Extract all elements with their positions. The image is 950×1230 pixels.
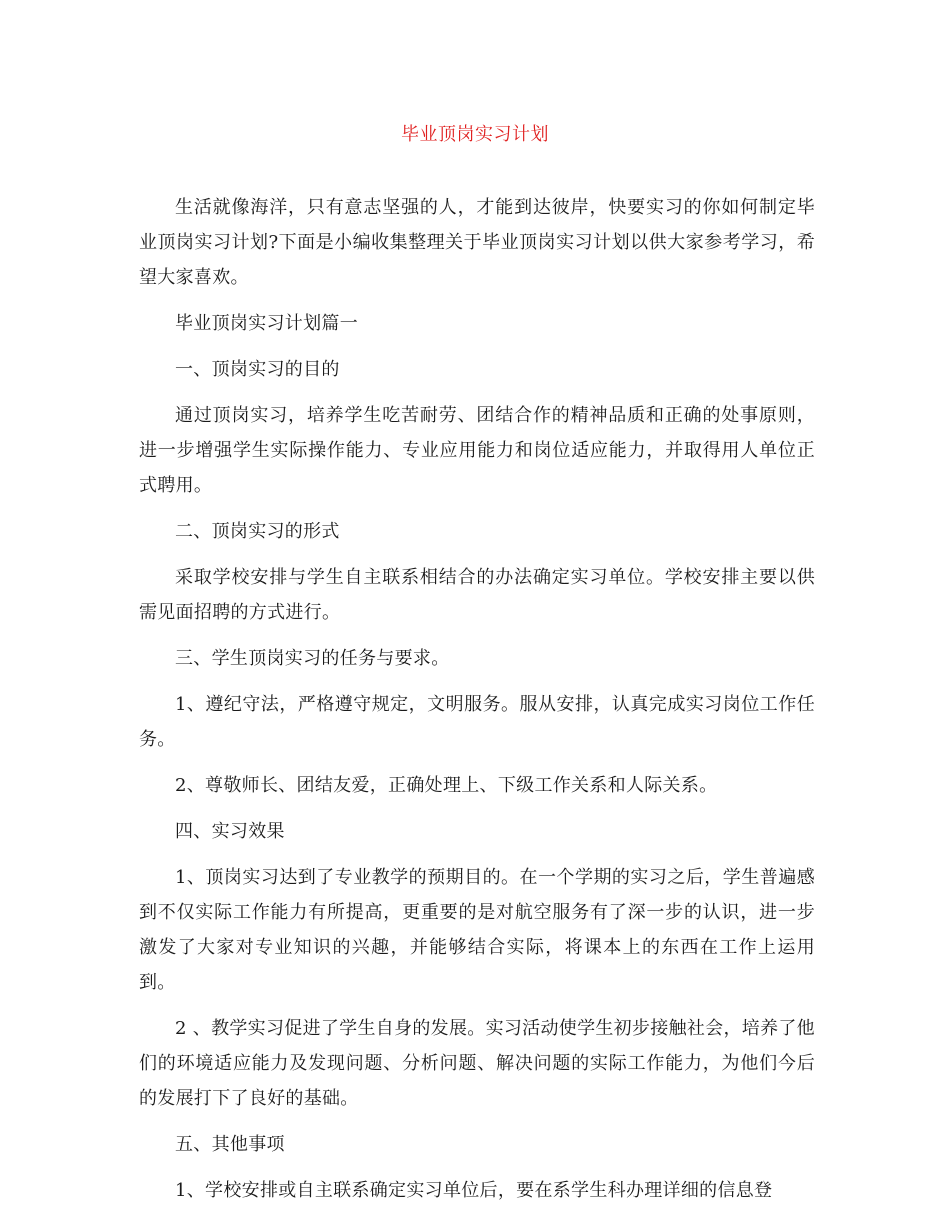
paragraph-task-1: 1、遵纪守法，严格遵守规定，文明服务。服从安排，认真完成实习岗位工作任务。: [139, 694, 815, 750]
document-title: 毕业顶岗实习计划: [401, 124, 549, 145]
heading-effects: 四、实习效果: [175, 821, 285, 842]
document-body: [139, 190, 815, 1219]
intro-paragraph: 生活就像海洋，只有意志坚强的人，才能到达彼岸，快要实习的你如何制定毕业顶岗实习计划?下面是小编收集整理关于毕业顶岗实习计划以供大家参考学习，希望大家喜欢。: [139, 197, 815, 288]
paragraph-other-1: 1、学校安排或自主联系确定实习单位后，要在系学生科办理详细的信息登: [175, 1180, 773, 1201]
paragraph-effect-1: 1、顶岗实习达到了专业教学的预期目的。在一个学期的实习之后，学生普遍感到不仅实际工作能力有所提高，更重要的是对航空服务有了深一步的认识，进一步激发了大家对专业知识的兴趣，并能够结合实际，将课本上的东西在工作上运用到。: [139, 867, 815, 993]
paragraph-task-2: 2、尊敬师长、团结友爱，正确处理上、下级工作关系和人际关系。: [175, 775, 718, 796]
heading-tasks: 三、学生顶岗实习的任务与要求。: [175, 648, 450, 669]
heading-form: 二、顶岗实习的形式: [175, 521, 340, 542]
heading-purpose: 一、顶岗实习的目的: [175, 359, 340, 380]
paragraph-effect-2: 2 、教学实习促进了学生自身的发展。实习活动使学生初步接触社会，培养了他们的环境适应能力及发现问题、分析问题、解决问题的实际工作能力，为他们今后的发展打下了良好的基础。: [139, 1018, 815, 1109]
section-heading-part-one: 毕业顶岗实习计划篇一: [175, 313, 358, 334]
paragraph-form: 采取学校安排与学生自主联系相结合的办法确定实习单位。学校安排主要以供需见面招聘的方式进行。: [139, 567, 815, 623]
paragraph-purpose: 通过顶岗实习，培养学生吃苦耐劳、团结合作的精神品质和正确的处事原则，进一步增强学生实际操作能力、专业应用能力和岗位适应能力，并取得用人单位正式聘用。: [139, 405, 815, 496]
heading-other: 五、其他事项: [175, 1134, 285, 1155]
